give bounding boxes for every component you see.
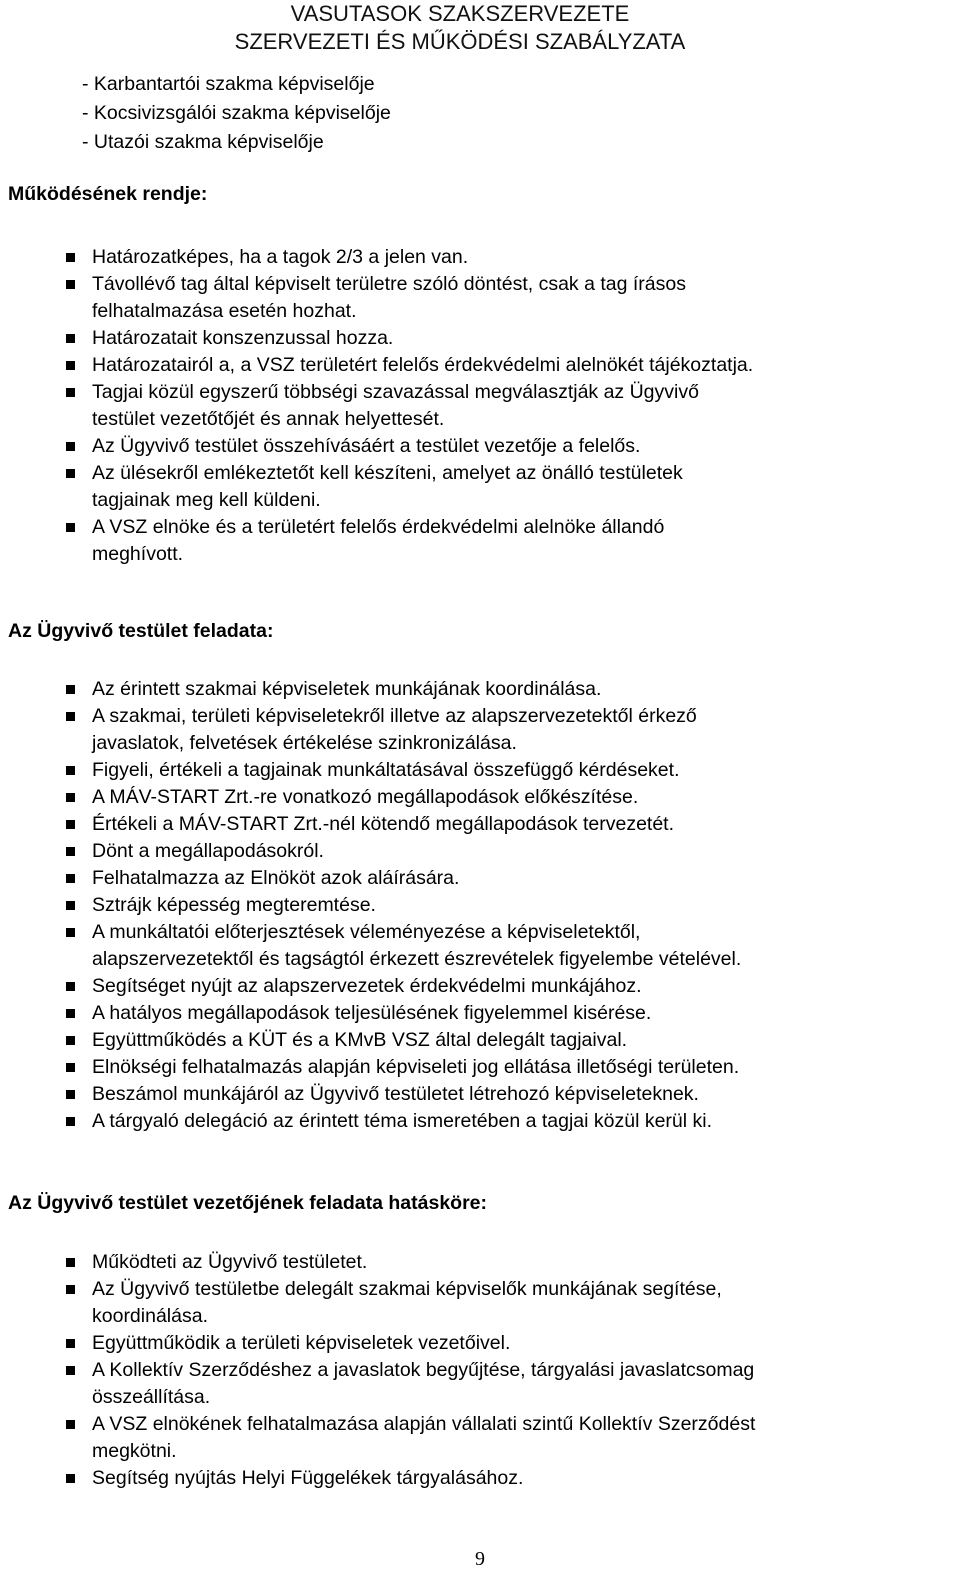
- square-bullet-icon: [66, 874, 75, 883]
- square-bullet-icon: [66, 388, 75, 397]
- list-item-text: Az érintett szakmai képviseletek munkájának koordinálása.: [92, 678, 602, 700]
- list-item-text: Elnökségi felhatalmazás alapján képviseleti jog ellátása illetőségi területen.: [92, 1056, 740, 1078]
- square-bullet-icon: [66, 1009, 75, 1018]
- square-bullet-icon: [66, 361, 75, 370]
- list-item-text: Figyeli, értékeli a tagjainak munkáltatásával összefüggő kérdéseket.: [92, 759, 680, 781]
- list-item: [62, 1081, 952, 1108]
- square-bullet-icon: [66, 280, 75, 289]
- list-item-text: Az Ügyvivő testület összehívásáért a testület vezetője a felelős.: [92, 435, 641, 457]
- list-item-text: összeállítása.: [92, 1386, 211, 1408]
- list-item-text: A hatályos megállapodások teljesülésének figyelemmel kisérése.: [92, 1002, 652, 1024]
- list-item: [62, 1465, 952, 1492]
- list-item: [62, 460, 952, 514]
- square-bullet-icon: [66, 712, 75, 721]
- list-item-text: koordinálása.: [92, 1305, 208, 1327]
- square-bullet-icon: [66, 901, 75, 910]
- list-item: [62, 1330, 952, 1357]
- list-item-text: Működteti az Ügyvivő testületet.: [92, 1251, 368, 1273]
- list-item-text: Határozatairól a, a VSZ területért felelős érdekvédelmi alelnökét tájékoztatja.: [92, 354, 754, 376]
- list-item-text: Segítséget nyújt az alapszervezetek érdekvédelmi munkájához.: [92, 975, 642, 997]
- list-item-text: Sztrájk képesség megteremtése.: [92, 894, 376, 916]
- list-item: [62, 865, 952, 892]
- list-item-text: Tagjai közül egyszerű többségi szavazással megválasztják az Ügyvivő: [92, 381, 699, 403]
- square-bullet-icon: [66, 334, 75, 343]
- list-item-text: Segítség nyújtás Helyi Függelékek tárgyalásához.: [92, 1467, 524, 1489]
- header-line-2: SZERVEZETI ÉS MŰKÖDÉSI SZABÁLYZATA: [234, 29, 686, 54]
- list-item: [62, 892, 952, 919]
- square-bullet-icon: [66, 685, 75, 694]
- representative-list: [82, 70, 391, 157]
- list-item: [62, 1108, 952, 1135]
- list-item-text: javaslatok, felvetések értékelése szinkronizálása.: [92, 732, 517, 754]
- list-item: [62, 271, 952, 325]
- list-item-text: Határozatait konszenzussal hozza.: [92, 327, 394, 349]
- square-bullet-icon: [66, 1090, 75, 1099]
- square-bullet-icon: [66, 928, 75, 937]
- bullet-list-operation: [62, 244, 952, 568]
- bullet-list-tasks: [62, 676, 952, 1135]
- list-item-text: Értékeli a MÁV-START Zrt.-nél kötendő megállapodások tervezetét.: [92, 813, 675, 835]
- list-item-text: Felhatalmazza az Elnököt azok aláírására.: [92, 867, 460, 889]
- square-bullet-icon: [66, 253, 75, 262]
- list-item: - Utazói szakma képviselője: [82, 131, 324, 153]
- list-item: [62, 919, 952, 973]
- list-item-text: Dönt a megállapodásokról.: [92, 840, 324, 862]
- list-item-text: Távollévő tag által képviselt területre szóló döntést, csak a tag írásos: [92, 273, 686, 295]
- list-item: [62, 352, 952, 379]
- list-item-text: Határozatképes, ha a tagok 2/3 a jelen van.: [92, 246, 469, 268]
- square-bullet-icon: [66, 982, 75, 991]
- square-bullet-icon: [66, 1063, 75, 1072]
- list-item-text: felhatalmazása esetén hozhat.: [92, 300, 357, 322]
- list-item-text: Együttműködik a területi képviseletek vezetőivel.: [92, 1332, 511, 1354]
- list-item: [62, 1054, 952, 1081]
- document-header: [200, 0, 720, 56]
- list-item: [62, 784, 952, 811]
- list-item: [62, 757, 952, 784]
- list-item: [62, 325, 952, 352]
- square-bullet-icon: [66, 1420, 75, 1429]
- list-item-text: A tárgyaló delegáció az érintett téma ismeretében a tagjai közül kerül ki.: [92, 1110, 713, 1132]
- header-line-1: VASUTASOK SZAKSZERVEZETE: [290, 1, 630, 26]
- list-item-text: Az Ügyvivő testületbe delegált szakmai képviselők munkájának segítése,: [92, 1278, 722, 1300]
- list-item: [62, 379, 952, 433]
- section-heading-tasks: Az Ügyvivő testület feladata:: [8, 620, 274, 642]
- square-bullet-icon: [66, 1258, 75, 1267]
- square-bullet-icon: [66, 1036, 75, 1045]
- list-item-text: meghívott.: [92, 543, 184, 565]
- list-item-text: tagjainak meg kell küldeni.: [92, 489, 321, 511]
- list-item: [62, 1249, 952, 1276]
- list-item: [62, 1276, 952, 1330]
- square-bullet-icon: [66, 820, 75, 829]
- section-heading-operation: Működésének rendje:: [8, 183, 208, 205]
- list-item: - Kocsivizsgálói szakma képviselője: [82, 102, 391, 124]
- square-bullet-icon: [66, 793, 75, 802]
- square-bullet-icon: [66, 1117, 75, 1126]
- list-item: - Karbantartói szakma képviselője: [82, 73, 375, 95]
- square-bullet-icon: [66, 1366, 75, 1375]
- list-item-text: A szakmai, területi képviseletekről illetve az alapszervezetektől érkező: [92, 705, 697, 727]
- list-item: [62, 973, 952, 1000]
- list-item-text: A MÁV-START Zrt.-re vonatkozó megállapodások előkészítése.: [92, 786, 639, 808]
- list-item-text: Együttműködés a KÜT és a KMvB VSZ által delegált tagjaival.: [92, 1029, 628, 1051]
- square-bullet-icon: [66, 847, 75, 856]
- list-item: [62, 1027, 952, 1054]
- bullet-list-leader-duties: [62, 1249, 952, 1492]
- list-item: [62, 1357, 952, 1411]
- page-number: 9: [475, 1548, 485, 1570]
- list-item-text: A Kollektív Szerződéshez a javaslatok begyűjtése, tárgyalási javaslatcsomag: [92, 1359, 755, 1381]
- section-heading-leader-duties: Az Ügyvivő testület vezetőjének feladata hatásköre:: [8, 1192, 487, 1214]
- square-bullet-icon: [66, 442, 75, 451]
- list-item: [62, 811, 952, 838]
- list-item: [62, 244, 952, 271]
- list-item-text: Az ülésekről emlékeztetőt kell készíteni, amelyet az önálló testületek: [92, 462, 683, 484]
- list-item: [62, 676, 952, 703]
- square-bullet-icon: [66, 1474, 75, 1483]
- list-item: [62, 1000, 952, 1027]
- list-item-text: A VSZ elnöke és a területért felelős érdekvédelmi alelnöke állandó: [92, 516, 665, 538]
- list-item: [62, 514, 952, 568]
- list-item-text: A munkáltatói előterjesztések véleményezése a képviseletektől,: [92, 921, 641, 943]
- list-item-text: testület vezetőtőjét és annak helyettesét.: [92, 408, 445, 430]
- square-bullet-icon: [66, 1339, 75, 1348]
- square-bullet-icon: [66, 469, 75, 478]
- square-bullet-icon: [66, 523, 75, 532]
- list-item-text: megkötni.: [92, 1440, 177, 1462]
- list-item-text: A VSZ elnökének felhatalmazása alapján vállalati szintű Kollektív Szerződést: [92, 1413, 756, 1435]
- square-bullet-icon: [66, 766, 75, 775]
- list-item: [62, 838, 952, 865]
- list-item-text: Beszámol munkájáról az Ügyvivő testületet létrehozó képviseleteknek.: [92, 1083, 699, 1105]
- list-item: [62, 433, 952, 460]
- list-item: [62, 703, 952, 757]
- list-item-text: alapszervezetektől és tagságtól érkezett észrevételek figyelembe vételével.: [92, 948, 742, 970]
- square-bullet-icon: [66, 1285, 75, 1294]
- list-item: [62, 1411, 952, 1465]
